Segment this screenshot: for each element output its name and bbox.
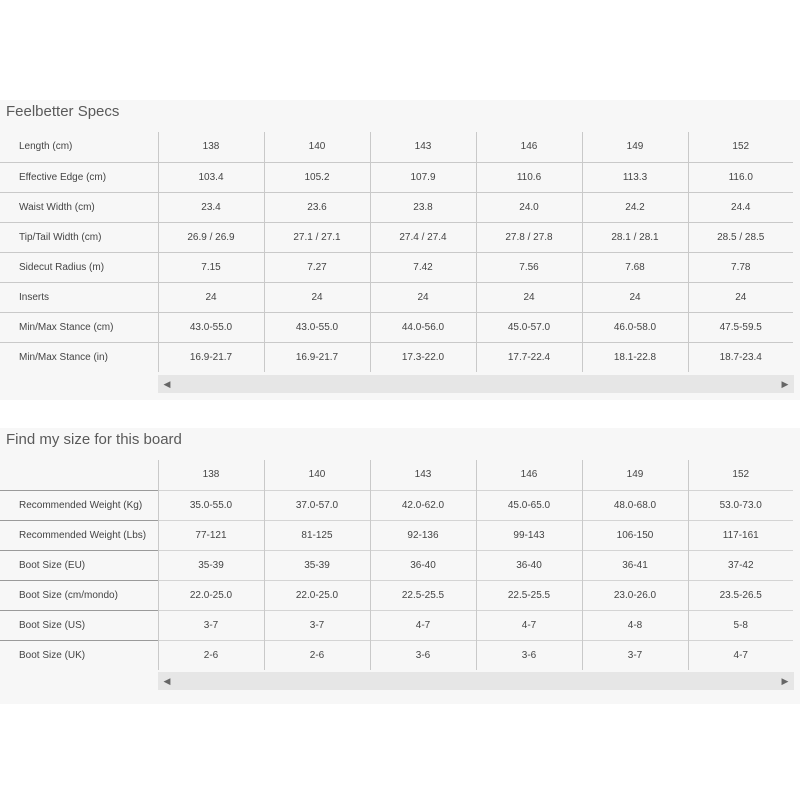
scroll-left-icon[interactable]: ◀ bbox=[163, 676, 171, 686]
table-row bbox=[0, 520, 793, 550]
table-cell: 7.42 bbox=[370, 252, 476, 282]
table-cell: 45.0-57.0 bbox=[476, 312, 582, 342]
specs-table bbox=[0, 132, 793, 372]
scroll-left-icon[interactable]: ◀ bbox=[163, 379, 171, 389]
table-cell: 2-6 bbox=[158, 640, 264, 670]
table-cell: 18.7-23.4 bbox=[688, 342, 793, 372]
table-cell: 7.56 bbox=[476, 252, 582, 282]
table-cell: 7.27 bbox=[264, 252, 370, 282]
table-row bbox=[0, 192, 793, 222]
scroll-right-icon[interactable]: ▶ bbox=[781, 676, 789, 686]
table-cell: 24.0 bbox=[476, 192, 582, 222]
table-cell: 36-40 bbox=[476, 550, 582, 580]
table-cell: 24.2 bbox=[582, 192, 688, 222]
table-cell: 7.15 bbox=[158, 252, 264, 282]
table-row bbox=[0, 342, 793, 372]
column-header: 149 bbox=[582, 460, 688, 490]
table-cell: 17.3-22.0 bbox=[370, 342, 476, 372]
table-cell: 3-7 bbox=[264, 610, 370, 640]
table-cell: 99-143 bbox=[476, 520, 582, 550]
table-cell: 3-6 bbox=[476, 640, 582, 670]
table-cell: 35.0-55.0 bbox=[158, 490, 264, 520]
row-label: Boot Size (UK) bbox=[0, 640, 158, 670]
table-cell: 146 bbox=[476, 132, 582, 162]
table-cell: 22.5-25.5 bbox=[476, 580, 582, 610]
table-cell: 28.5 / 28.5 bbox=[688, 222, 793, 252]
row-label: Min/Max Stance (in) bbox=[0, 342, 158, 372]
table-cell: 105.2 bbox=[264, 162, 370, 192]
table-cell: 92-136 bbox=[370, 520, 476, 550]
row-label: Tip/Tail Width (cm) bbox=[0, 222, 158, 252]
table-cell: 18.1-22.8 bbox=[582, 342, 688, 372]
table-row bbox=[0, 610, 793, 640]
row-label: Boot Size (cm/mondo) bbox=[0, 580, 158, 610]
table-row bbox=[0, 132, 793, 162]
table-cell: 3-7 bbox=[582, 640, 688, 670]
table-cell: 4-7 bbox=[688, 640, 793, 670]
row-label: Effective Edge (cm) bbox=[0, 162, 158, 192]
table-cell: 22.5-25.5 bbox=[370, 580, 476, 610]
size-section bbox=[0, 428, 800, 704]
table-row bbox=[0, 252, 793, 282]
size-table bbox=[0, 460, 793, 670]
table-cell: 35-39 bbox=[264, 550, 370, 580]
row-label: Length (cm) bbox=[19, 141, 73, 153]
table-cell: 77-121 bbox=[158, 520, 264, 550]
table-cell: 23.5-26.5 bbox=[688, 580, 793, 610]
table-cell: 106-150 bbox=[582, 520, 688, 550]
table-cell: 27.1 / 27.1 bbox=[264, 222, 370, 252]
table-cell: 35-39 bbox=[158, 550, 264, 580]
table-cell: 149 bbox=[582, 132, 688, 162]
table-cell: 45.0-65.0 bbox=[476, 490, 582, 520]
table-cell: 107.9 bbox=[370, 162, 476, 192]
table-cell: 143 bbox=[370, 132, 476, 162]
row-label: Boot Size (US) bbox=[0, 610, 158, 640]
table-row bbox=[0, 580, 793, 610]
table-cell: 36-41 bbox=[582, 550, 688, 580]
table-cell: 23.0-26.0 bbox=[582, 580, 688, 610]
table-cell: 2-6 bbox=[264, 640, 370, 670]
scroll-right-icon[interactable]: ▶ bbox=[781, 379, 789, 389]
table-cell: 113.3 bbox=[582, 162, 688, 192]
table-cell: 24.4 bbox=[688, 192, 793, 222]
table-cell: 24 bbox=[264, 282, 370, 312]
table-cell: 24 bbox=[158, 282, 264, 312]
table-row bbox=[0, 490, 793, 520]
table-cell: 138 bbox=[158, 132, 264, 162]
table-cell: 4-7 bbox=[370, 610, 476, 640]
table-cell: 47.5-59.5 bbox=[688, 312, 793, 342]
table-cell: 43.0-55.0 bbox=[158, 312, 264, 342]
table-cell: 28.1 / 28.1 bbox=[582, 222, 688, 252]
table-cell: 152 bbox=[688, 132, 793, 162]
specs-title: Feelbetter Specs bbox=[6, 103, 120, 120]
column-header: 140 bbox=[264, 460, 370, 490]
table-cell: 17.7-22.4 bbox=[476, 342, 582, 372]
table-cell: 16.9-21.7 bbox=[264, 342, 370, 372]
table-cell: 116.0 bbox=[688, 162, 793, 192]
column-header: 138 bbox=[158, 460, 264, 490]
column-header: 143 bbox=[370, 460, 476, 490]
header-corner bbox=[0, 460, 158, 490]
row-label: Recommended Weight (Lbs) bbox=[0, 520, 158, 550]
table-cell: 27.8 / 27.8 bbox=[476, 222, 582, 252]
table-cell: 23.8 bbox=[370, 192, 476, 222]
table-row bbox=[0, 550, 793, 580]
row-label: Waist Width (cm) bbox=[0, 192, 158, 222]
table-cell: 43.0-55.0 bbox=[264, 312, 370, 342]
table-cell: 3-6 bbox=[370, 640, 476, 670]
table-cell: 48.0-68.0 bbox=[582, 490, 688, 520]
table-cell: 110.6 bbox=[476, 162, 582, 192]
table-cell: 22.0-25.0 bbox=[158, 580, 264, 610]
table-row bbox=[0, 282, 793, 312]
table-cell: 4-8 bbox=[582, 610, 688, 640]
table-row bbox=[0, 162, 793, 192]
table-cell: 5-8 bbox=[688, 610, 793, 640]
size-scrollbar[interactable] bbox=[158, 672, 794, 690]
row-label: Boot Size (EU) bbox=[0, 550, 158, 580]
table-cell: 4-7 bbox=[476, 610, 582, 640]
table-cell: 27.4 / 27.4 bbox=[370, 222, 476, 252]
table-cell: 23.6 bbox=[264, 192, 370, 222]
row-label: Sidecut Radius (m) bbox=[0, 252, 158, 282]
column-header: 152 bbox=[688, 460, 793, 490]
table-cell: 53.0-73.0 bbox=[688, 490, 793, 520]
table-cell: 37.0-57.0 bbox=[264, 490, 370, 520]
row-label: Recommended Weight (Kg) bbox=[0, 490, 158, 520]
table-cell: 24 bbox=[688, 282, 793, 312]
row-label: Inserts bbox=[0, 282, 158, 312]
table-cell: 24 bbox=[582, 282, 688, 312]
table-cell: 103.4 bbox=[158, 162, 264, 192]
table-cell: 117-161 bbox=[688, 520, 793, 550]
table-cell: 16.9-21.7 bbox=[158, 342, 264, 372]
table-cell: 7.78 bbox=[688, 252, 793, 282]
table-cell: 7.68 bbox=[582, 252, 688, 282]
table-row bbox=[0, 640, 793, 670]
table-cell: 24 bbox=[370, 282, 476, 312]
row-label: Min/Max Stance (cm) bbox=[0, 312, 158, 342]
column-header: 146 bbox=[476, 460, 582, 490]
table-cell: 37-42 bbox=[688, 550, 793, 580]
table-cell: 3-7 bbox=[158, 610, 264, 640]
specs-section bbox=[0, 100, 800, 400]
specs-scrollbar[interactable] bbox=[158, 375, 794, 393]
table-cell: 24 bbox=[476, 282, 582, 312]
table-cell: 44.0-56.0 bbox=[370, 312, 476, 342]
table-row bbox=[0, 312, 793, 342]
table-row bbox=[0, 222, 793, 252]
table-cell: 140 bbox=[264, 132, 370, 162]
table-cell: 26.9 / 26.9 bbox=[158, 222, 264, 252]
table-cell: 46.0-58.0 bbox=[582, 312, 688, 342]
table-cell: 22.0-25.0 bbox=[264, 580, 370, 610]
table-cell: 81-125 bbox=[264, 520, 370, 550]
size-title: Find my size for this board bbox=[6, 431, 182, 448]
table-cell: 42.0-62.0 bbox=[370, 490, 476, 520]
table-cell: 23.4 bbox=[158, 192, 264, 222]
table-cell: 36-40 bbox=[370, 550, 476, 580]
